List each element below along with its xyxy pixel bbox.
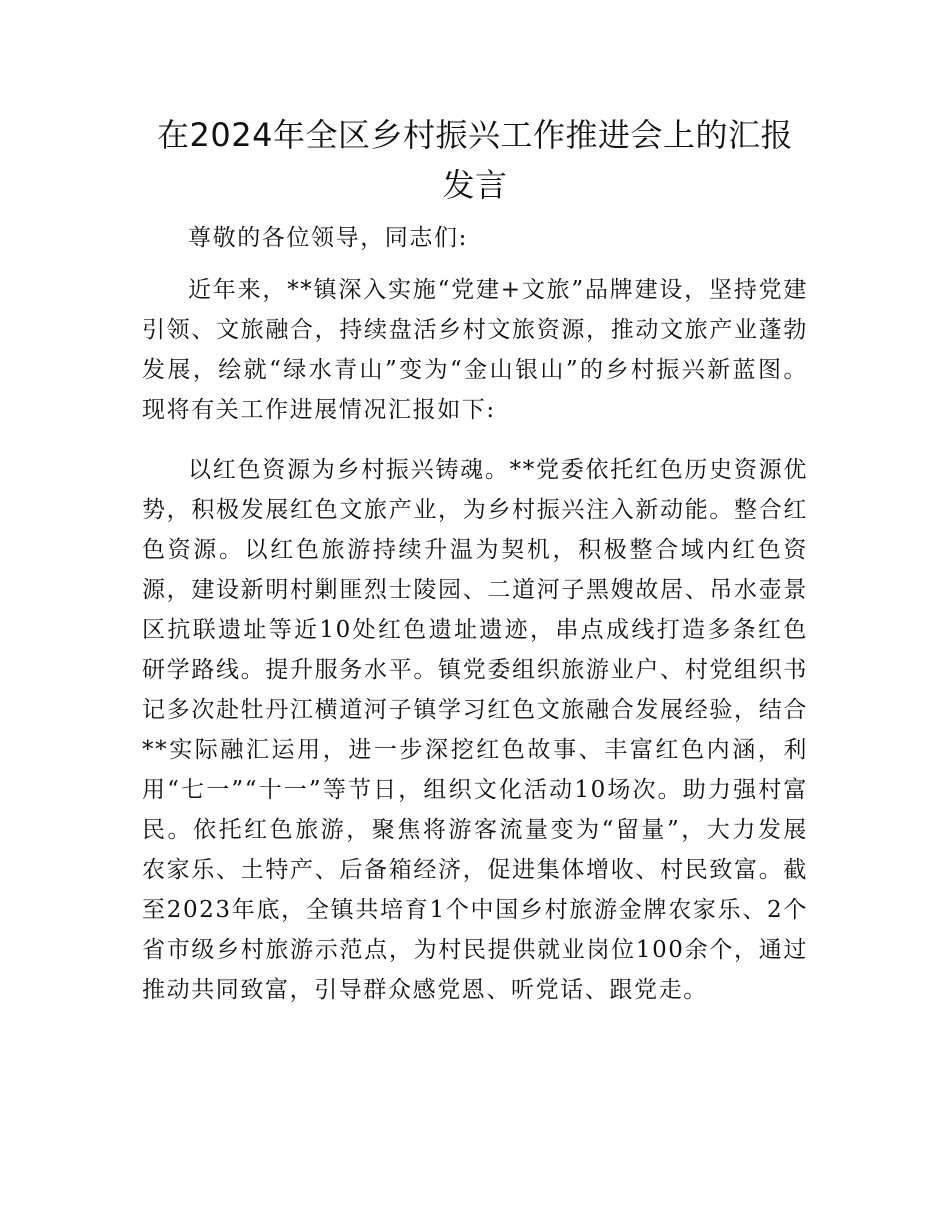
document-title: 在2024年全区乡村振兴工作推进会上的汇报发言 (157, 116, 793, 204)
paragraph-intro: 近年来，**镇深入实施“党建+文旅”品牌建设，坚持党建引领、文旅融合，持续盘活乡村文旅资源，推动文旅产业蓬勃发展，绘就“绿水青山”变为“金山银山”的乡村振兴新蓝图。现将有关工作进展情况汇报如下: (142, 277, 808, 423)
paragraph-red-resources: 以红色资源为乡村振兴铸魂。**党委依托红色历史资源优势，积极发展红色文旅产业，为乡村振兴注入新动能。整合红色资源。以红色旅游持续升温为契机，积极整合域内红色资源，建设新明村剿匪烈士陵园、二道河子黑嫂故居、吊水壶景区抗联遗址等近10处红色遗址遗迹，串点成线打造多条红色研学路线。提升服务水平。镇党委组织旅游业户、村党组织书记多次赴牡丹江横道河子镇学习红色文旅融合发展经验，结合**实际融汇运用，进一步深挖红色故事、丰富红色内涵，利用“七一”“十一”等节日，组织文化活动10场次。助力强村富民。依托红色旅游，聚焦将游客流量变为“留量”，大力发展农家乐、土特产、后备箱经济，促进集体增收、村民致富。截至2023年底，全镇共培育1个中国乡村旅游金牌农家乐、2个省市级乡村旅游示范点，为村民提供就业岗位100余个，通过推动共同致富，引导群众感党恩、听党话、跟党走。 (142, 457, 808, 1003)
salutation: 尊敬的各位领导，同志们: (188, 225, 468, 251)
